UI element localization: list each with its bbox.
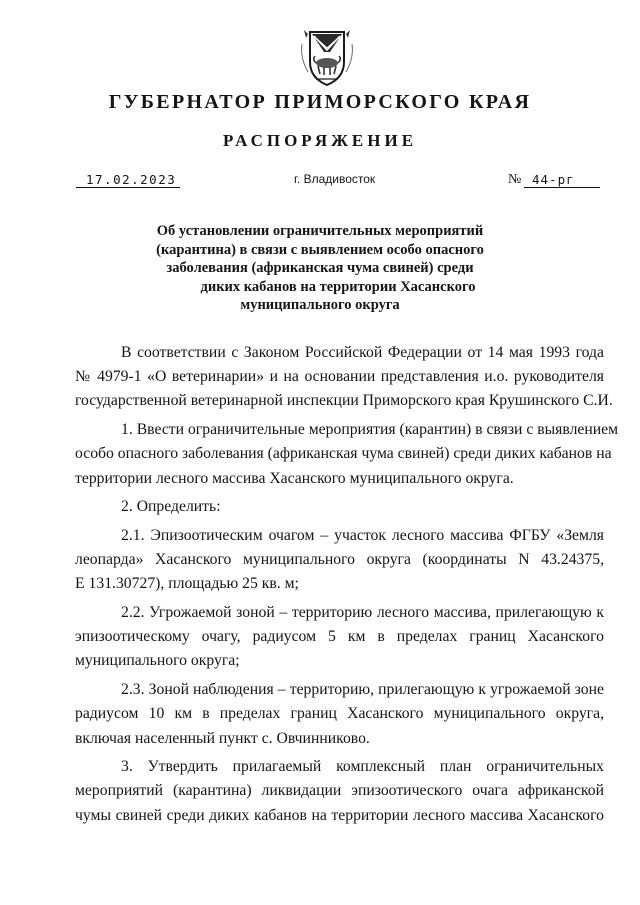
paragraph-item-1 (75, 418, 619, 491)
text-line: В соответствии с Законом Российской Федерации от 14 мая 1993 года (121, 344, 604, 361)
paragraph-item-2-1 (75, 524, 604, 597)
document-date: 17.02.2023 (76, 172, 180, 188)
text-line: № 4979-1 «О ветеринарии» и на основании представления и.о. руководителя (75, 368, 604, 386)
paragraph-item-2-2 (75, 601, 604, 674)
text-line: государственной ветеринарной инспекции Приморского края Крушинского С.И. (75, 392, 613, 410)
paragraph-item-2-3 (75, 678, 604, 751)
heading-line: Об установлении ограничительных мероприятий (156, 223, 484, 239)
text-line: радиусом 10 км в пределах границ Хасанского муниципального округа, (75, 705, 604, 723)
primorsky-krai-coat-of-arms-icon (298, 28, 356, 88)
document-number (508, 172, 600, 187)
paragraph-item-3 (75, 755, 604, 828)
text-line: включая населенный пункт с. Овчинниково. (75, 729, 370, 747)
document-type: РАСПОРЯЖЕНИЕ (222, 131, 418, 150)
text-line: чумы свиней среди диких кабанов на территории лесного массива Хасанского (75, 806, 604, 824)
document-city: г. Владивосток (294, 172, 376, 186)
heading-line: (карантина) в связи с выявлением особо опасного (156, 241, 484, 258)
text-line: 2.3. Зоной наблюдения – территорию, прилегающую к угрожаемой зоне (121, 681, 604, 699)
document-heading (0, 222, 640, 315)
heading-line: диких кабанов на территории Хасанского (200, 278, 476, 295)
document-number-label: № (508, 172, 522, 187)
text-line: муниципального округа; (75, 652, 240, 670)
text-line: 2.1. Эпизоотическим очагом – участок лесного массива ФГБУ «Земля (121, 526, 604, 544)
text-line: территории лесного массива Хасанского муниципального округа. (75, 469, 514, 487)
document-number-field (524, 172, 600, 188)
text-line: E 131.30727), площадью 25 кв. м; (75, 575, 299, 593)
text-line: 2.2. Угрожаемой зоной – территорию лесного массива, прилегающую к (121, 604, 604, 622)
heading-line: муниципального округа (240, 297, 400, 314)
text-line: 2. Определить: (121, 498, 221, 516)
heading-line: заболевания (африканская чума свиней) среди (166, 260, 474, 277)
text-line: эпизоотическому очагу, радиусом 5 км в пределах границ Хасанского (75, 628, 604, 646)
paragraph-preamble (75, 341, 613, 414)
text-line: леопарда» Хасанского муниципального округа (координаты N 43.24375, (75, 551, 604, 569)
document-body (75, 341, 619, 828)
text-line: 3. Утвердить прилагаемый комплексный план ограничительных (121, 758, 604, 776)
document-number-value: 44-рг (532, 172, 575, 187)
text-line: мероприятий (карантина) ликвидации эпизоотического очага африканской (75, 782, 604, 800)
text-line: особо опасного заболевания (африканская чума свиней) среди диких кабанов на (75, 445, 612, 463)
text-line: 1. Ввести ограничительные мероприятия (карантин) в связи с выявлением (121, 421, 619, 439)
paragraph-item-2 (75, 495, 604, 519)
governor-title: ГУБЕРНАТОР ПРИМОРСКОГО КРАЯ (108, 91, 532, 113)
